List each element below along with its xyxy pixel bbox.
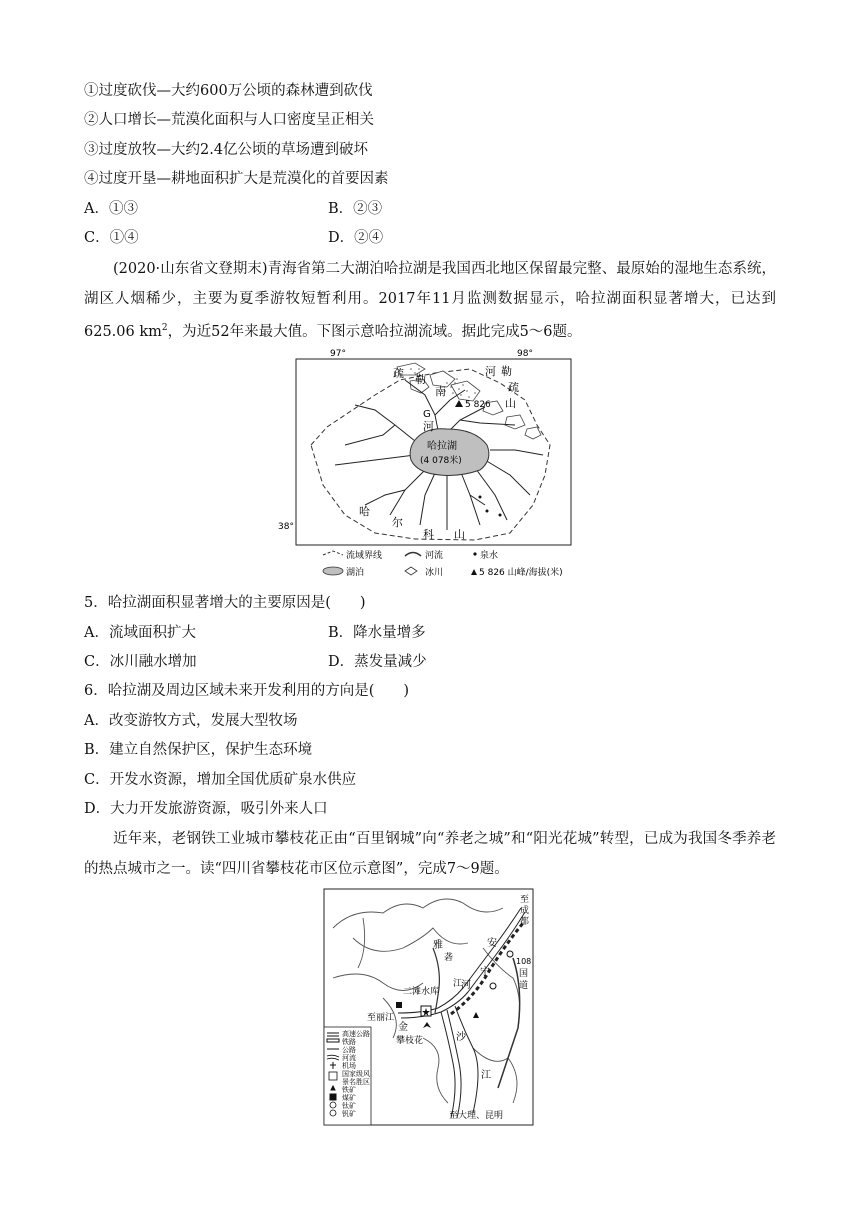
legend2-expressway: 高速公路 — [342, 1030, 370, 1038]
g-label: G — [423, 409, 431, 420]
legend2-scenic-1: 国家级风 — [342, 1070, 370, 1078]
legend-glacier: 冰川 — [425, 568, 444, 578]
q6-stem: 6．哈拉湖及周边区域未来开发利用的方向是( ) — [84, 683, 410, 699]
q5-option-d: D．蒸发量减少 — [328, 654, 427, 670]
legend2-coal: 煤矿 — [342, 1094, 356, 1102]
titanium-icon — [507, 951, 513, 957]
intro-hala-tail: ，为近52年来最大值。下图示意哈拉湖流域。据此完成5～6题。 — [167, 323, 582, 340]
map1-legend — [323, 549, 563, 578]
jiang-label: 江 — [481, 1070, 491, 1081]
range-north-right-1: 河 — [485, 365, 496, 378]
q4-option-c: C．①④ — [84, 230, 139, 246]
range-north-right-3: 疏 — [508, 381, 519, 394]
range-south-4: 山 — [454, 528, 465, 541]
q5-stem: 5．哈拉湖面积显著增大的主要原因是( ) — [84, 595, 366, 611]
q5-option-a: A．流域面积扩大 — [84, 625, 196, 641]
q4-item-1: ①过度砍伐—大约600万公顷的森林遭到砍伐 — [84, 83, 373, 99]
range-north-left-3: 南 — [435, 385, 446, 398]
q4-option-d: D．②④ — [328, 230, 384, 246]
range-north-right-2: 勒 — [501, 365, 512, 378]
sha-label: 沙 — [456, 1032, 466, 1043]
range-south-2: 尔 — [392, 516, 403, 529]
jiang-top-label: 江 — [453, 979, 463, 989]
q6-option-a: A．改变游牧方式，发展大型牧场 — [84, 713, 298, 729]
intro-hala-text: (2020·山东省文登期末)青海省第二大湖泊哈拉湖是我国西北地区保留最完整、最原始的湿地生态系统，湖区人烟稀少，主要为夏季游牧短暂利用。2017年11月监测数据显示，哈拉湖面积显著增大，已达到625.06 km — [84, 261, 776, 340]
legend-lake: 湖泊 — [346, 568, 365, 578]
q6-option-c: C．开发水资源，增加全国优质矿泉水供应 — [84, 772, 357, 788]
to-dali-label: 至大理、昆明 — [449, 1111, 504, 1121]
q6-option-b: B．建立自然保护区，保护生态环境 — [84, 742, 313, 758]
q4-item-3: ③过度放牧—大约2.4亿公顷的草场遭到破坏 — [84, 142, 369, 158]
legend-river: 河流 — [425, 551, 444, 561]
q4-option-b: B．②③ — [328, 201, 383, 217]
q6-option-d: D．大力开发旅游资源，吸引外来人口 — [84, 801, 328, 817]
peak-label: 5 826 — [465, 400, 491, 410]
road-108-label-1: 108 — [516, 957, 532, 966]
ya-label: 雅 — [433, 940, 443, 951]
lat-38-label: 38° — [278, 522, 294, 532]
ertan-label: 二滩水库 — [403, 987, 440, 997]
range-north-right-4: 山 — [505, 397, 516, 410]
river-label: 河 — [423, 420, 434, 433]
lon-97-label: 97° — [330, 349, 346, 359]
legend2-river: 河流 — [342, 1054, 356, 1062]
range-north-left-2: 勒 — [415, 373, 426, 386]
legend2-railway: 铁路 — [342, 1038, 356, 1046]
q5-option-c: C．冰川融水增加 — [84, 654, 197, 670]
panzhihua-label: 攀枝花 — [396, 1036, 424, 1046]
road-108-label-2: 国 — [519, 969, 529, 979]
legend2-vanadium: 钒矿 — [342, 1110, 356, 1118]
legend2-scenic-2: 景名胜区 — [342, 1078, 370, 1086]
legend2-highway: 公路 — [342, 1046, 356, 1054]
panzhihua-map — [323, 888, 535, 1128]
road-108-label-3: 道 — [519, 981, 529, 991]
q5-option-b: B．降水量增多 — [328, 625, 426, 641]
to-chengdu-3: 都 — [520, 917, 530, 927]
lake-altitude: (4 078米) — [420, 456, 462, 466]
hala-lake-map — [275, 345, 575, 585]
hala-lake — [410, 429, 489, 476]
intro-panzhihua: 近年来，老钢铁工业城市攀枝花正由“百里钢城”向“养老之城”和“阳光花城”转型，已成为我国冬季养老的热点城市之一。读“四川省攀枝花市区位示意图”，完成7～9题。 — [84, 831, 776, 877]
intro-hala-sup: 2 — [161, 323, 168, 333]
range-south-3: 科 — [423, 528, 434, 541]
legend2-titanium: 钛矿 — [342, 1102, 356, 1110]
coal-mine-icon — [396, 1002, 402, 1008]
range-north-left-1: 疏 — [393, 367, 404, 380]
legend2-iron: 铁矿 — [342, 1086, 356, 1094]
an-label: 安 — [487, 938, 497, 949]
q4-item-4: ④过度开垦—耕地面积扩大是荒漠化的首要因素 — [84, 171, 389, 187]
q4-item-2: ②人口增长—荒漠化面积与人口密度呈正相关 — [84, 112, 374, 128]
ning-label: 宁 — [480, 967, 490, 978]
q4-option-a: A．①③ — [84, 201, 138, 217]
jin-label: 金 — [398, 1022, 408, 1033]
to-chengdu-2: 成 — [520, 906, 530, 916]
legend-spring: 泉水 — [480, 551, 499, 561]
legend2-airport: 机场 — [342, 1062, 356, 1070]
long-label: 砻 — [444, 953, 454, 963]
range-south-1: 哈 — [359, 505, 370, 518]
legend-peak: 5 826 山峰/海拔(米) — [479, 568, 563, 578]
he-label: 河 — [461, 980, 471, 991]
to-chengdu-1: 至 — [520, 895, 530, 905]
to-lijiang-label: 至丽江 — [367, 1013, 395, 1023]
vanadium-icon — [490, 983, 496, 989]
lake-name: 哈拉湖 — [427, 441, 457, 452]
legend-boundary: 流域界线 — [346, 551, 383, 561]
lon-98-label: 98° — [517, 349, 533, 359]
intro-hala-lake — [84, 255, 776, 347]
